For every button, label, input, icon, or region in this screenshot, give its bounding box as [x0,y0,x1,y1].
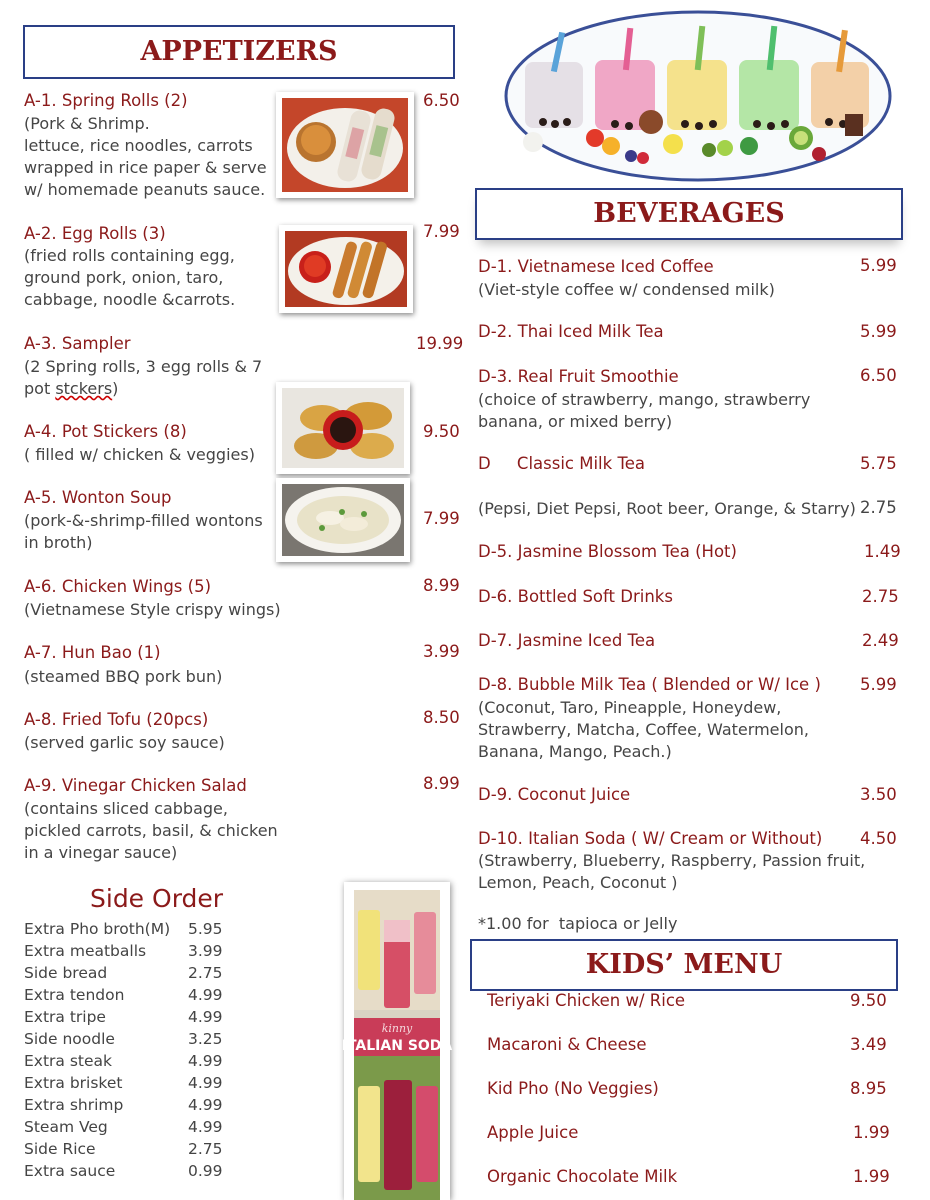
beverage-price: 3.50 [860,785,897,804]
kids-item-name: Teriyaki Chicken w/ Rice [487,991,686,1010]
kids-menu-title: KIDS’ MENU [585,949,783,980]
beverage-desc: (Viet-style coffee w/ condensed milk) [478,280,775,299]
soda-banner-line1: kinny [381,1022,413,1035]
appetizer-desc: (Pork & Shrimp. lettuce, rice noodles, carrots wrapped in rice paper & serve w/ homemade peanuts sauce. [24,114,267,199]
side-order-item: Side bread 2.75 [24,964,223,982]
appetizer-name: A-3. Sampler [24,334,131,353]
beverage-name: D-7. Jasmine Iced Tea [478,631,656,650]
beverage-name: D-8. Bubble Milk Tea ( Blended or W/ Ice ) [478,675,821,694]
beverage-name: D-2. Thai Iced Milk Tea [478,322,664,341]
beverages-title: BEVERAGES [593,198,785,229]
beverage-price: 5.99 [860,322,897,341]
italian-soda-photo [341,882,453,1200]
appetizer-name: A-6. Chicken Wings (5) [24,577,212,596]
appetizer-name: A-2. Egg Rolls (3) [24,224,166,243]
beverage-price: 1.49 [864,542,901,561]
side-order-list [24,918,254,1188]
beverage-name: D-10. Italian Soda ( W/ Cream or Without) [478,829,823,848]
kids-item-price: 9.50 [850,991,887,1010]
beverage-name: D-3. Real Fruit Smoothie [478,367,679,386]
beverage-price: 6.50 [860,366,897,385]
beverage-price: 5.75 [860,454,897,473]
beverage-name: D-5. Jasmine Blossom Tea (Hot) [478,542,737,561]
appetizer-price: 7.99 [423,222,460,241]
appetizers-title-box [23,25,455,79]
beverage-name: D-1. Vietnamese Iced Coffee [478,257,714,276]
beverage-price: 2.49 [862,631,899,650]
side-order-title: Side Order [90,884,224,913]
beverage-price: 4.50 [860,829,897,848]
appetizer-desc: (fried rolls containing egg, ground pork, onion, taro, cabbage, noodle &carrots. [24,246,236,309]
appetizers-title: APPETIZERS [140,36,338,67]
side-order-item: Side Rice 2.75 [24,1140,223,1158]
side-order-item: Extra tripe 4.99 [24,1008,223,1026]
side-order-item: Steam Veg 4.99 [24,1118,223,1136]
appetizer-desc: (steamed BBQ pork bun) [24,667,223,686]
side-order-item: Extra meatballs 3.99 [24,942,223,960]
kids-item-price: 1.99 [853,1167,890,1186]
appetizer-name: A-8. Fried Tofu (20pcs) [24,710,209,729]
beverage-price: 5.99 [860,675,897,694]
pot-stickers-photo [276,382,410,474]
kids-item-price: 1.99 [853,1123,890,1142]
appetizer-price: 6.50 [423,91,460,110]
side-order-item: Extra shrimp 4.99 [24,1096,223,1114]
kids-item-name: Kid Pho (No Veggies) [487,1079,659,1098]
beverage-name: D-9. Coconut Juice [478,785,631,804]
beverage-price: 2.75 [862,587,899,606]
appetizer-desc: (pork-&-shrimp-filled wontons in broth) [24,511,263,552]
appetizer-name: A-5. Wonton Soup [24,488,172,507]
kids-item-name: Apple Juice [487,1123,579,1142]
appetizer-price: 3.99 [423,642,460,661]
side-order-item: Extra Pho broth(M) 5.95 [24,920,223,938]
appetizer-desc: (2 Spring rolls, 3 egg rolls & 7 pot stckers) [24,357,263,398]
egg-rolls-photo [279,225,413,313]
kids-item-price: 3.49 [850,1035,887,1054]
side-order-item: Extra sauce 0.99 [24,1162,223,1180]
appetizer-desc: (Vietnamese Style crispy wings) [24,600,281,619]
beverage-desc: (choice of strawberry, mango, strawberry banana, or mixed berry) [478,390,811,431]
soda-banner-line2: ITALIAN SODA [341,1038,453,1054]
tapioca-note: *1.00 for tapioca or Jelly [478,914,678,933]
kids-item-name: Organic Chocolate Milk [487,1167,678,1186]
appetizer-price: 9.50 [423,422,460,441]
side-order-item: Extra steak 4.99 [24,1052,223,1070]
spring-rolls-photo [276,92,414,198]
appetizer-price: 8.50 [423,708,460,727]
appetizer-price: 8.99 [423,576,460,595]
appetizer-price: 19.99 [416,334,464,353]
kids-item-price: 8.95 [850,1079,887,1098]
beverage-price: 2.75 [860,498,897,517]
wonton-soup-photo [276,478,410,562]
side-order-item: Extra tendon 4.99 [24,986,223,1004]
appetizer-name: A-9. Vinegar Chicken Salad [24,776,247,795]
appetizer-price: 7.99 [423,509,460,528]
kids-item-name: Macaroni & Cheese [487,1035,647,1054]
beverages-title-box [475,188,903,240]
beverage-desc: (Strawberry, Blueberry, Raspberry, Passion fruit, Lemon, Peach, Coconut ) [478,851,866,892]
beverage-price: 5.99 [860,256,897,275]
appetizer-name: A-4. Pot Stickers (8) [24,422,187,441]
appetizer-desc: (contains sliced cabbage, pickled carrots, basil, & chicken in a vinegar sauce) [24,799,278,862]
appetizer-desc: (served garlic soy sauce) [24,733,225,752]
beverage-name: (Pepsi, Diet Pepsi, Root beer, Orange, & Starry) [478,499,856,518]
beverage-desc: (Coconut, Taro, Pineapple, Honeydew, Strawberry, Matcha, Coffee, Watermelon, Banana, Mango, Peach.) [478,698,809,761]
beverage-name: D Classic Milk Tea [478,454,645,473]
bubble-tea-drinks-image [503,10,893,182]
appetizer-name: A-7. Hun Bao (1) [24,643,161,662]
kids-menu-title-box [470,939,898,991]
beverage-name: D-6. Bottled Soft Drinks [478,587,673,606]
appetizer-price: 8.99 [423,774,460,793]
side-order-item: Extra brisket 4.99 [24,1074,223,1092]
appetizer-desc: ( filled w/ chicken & veggies) [24,445,255,464]
side-order-item: Side noodle 3.25 [24,1030,223,1048]
appetizer-name: A-1. Spring Rolls (2) [24,91,188,110]
